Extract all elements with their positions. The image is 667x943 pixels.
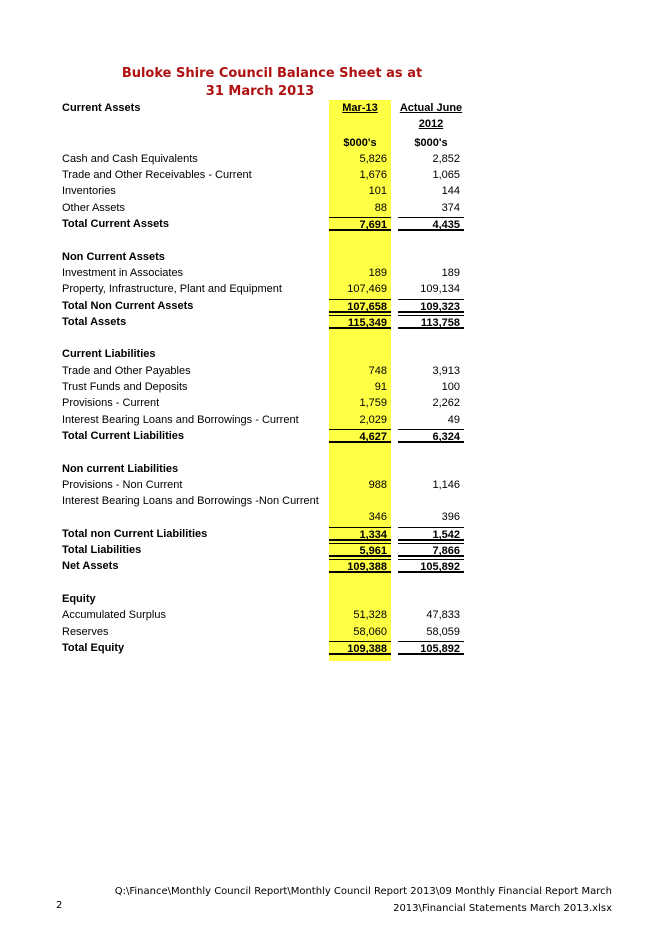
unit-col1: $000's — [343, 136, 377, 149]
file-path-line-2: 2013\Financial Statements March 2013.xlsx — [393, 903, 612, 914]
value-mar-13: 115,349 — [329, 315, 391, 329]
file-path-footer — [52, 883, 612, 917]
value-june-2012: 374 — [441, 201, 460, 214]
units-row — [62, 135, 472, 151]
column-header-actual-june: Actual June — [399, 102, 463, 114]
column-header-year: 2012 — [418, 118, 444, 131]
table-row — [62, 428, 472, 444]
table-row — [62, 249, 472, 265]
row-label: Trade and Other Payables — [62, 364, 191, 377]
value-mar-13: 5,961 — [329, 543, 391, 557]
row-label: Equity — [62, 592, 96, 605]
row-label: Cash and Cash Equivalents — [62, 152, 198, 165]
table-row — [62, 314, 472, 330]
value-june-2012: 2,852 — [432, 152, 460, 165]
row-label: Total non Current Liabilities — [62, 527, 208, 540]
table-row — [62, 281, 472, 297]
value-june-2012: 100 — [441, 381, 460, 394]
row-label: Non current Liabilities — [62, 462, 179, 475]
header-row-2 — [62, 116, 472, 132]
table-row — [62, 526, 472, 542]
row-label: Accumulated Surplus — [62, 609, 166, 622]
page-number: 2 — [56, 900, 63, 911]
value-mar-13: 5,826 — [359, 152, 387, 165]
table-row — [62, 558, 472, 574]
value-mar-13: 51,328 — [353, 609, 387, 622]
value-june-2012: 1,146 — [432, 478, 460, 491]
balance-sheet-table — [62, 100, 472, 656]
value-mar-13: 109,388 — [329, 641, 391, 655]
row-label: Other Assets — [62, 201, 125, 214]
row-label: Total Assets — [62, 315, 127, 328]
row-label: Investment in Associates — [62, 266, 184, 279]
value-mar-13: 58,060 — [353, 625, 387, 638]
value-june-2012: 396 — [441, 511, 460, 524]
value-june-2012: 1,065 — [432, 169, 460, 182]
table-row — [62, 395, 472, 411]
value-june-2012: 4,435 — [398, 217, 464, 231]
title-line-1: Buloke Shire Council Balance Sheet as at — [121, 66, 423, 81]
table-row — [62, 200, 472, 216]
value-mar-13: 107,469 — [347, 283, 387, 296]
table-row — [62, 477, 472, 493]
table-row — [62, 591, 472, 607]
value-mar-13: 109,388 — [329, 559, 391, 573]
value-mar-13: 189 — [368, 266, 387, 279]
value-june-2012: 113,758 — [398, 315, 464, 329]
table-row — [62, 346, 472, 362]
row-label: Provisions - Current — [62, 397, 160, 410]
row-label: Interest Bearing Loans and Borrowings - Current — [62, 413, 299, 426]
spacer-row — [62, 330, 472, 346]
table-row — [62, 151, 472, 167]
value-mar-13: 101 — [368, 185, 387, 198]
table-body — [62, 151, 472, 656]
value-mar-13: 107,658 — [329, 299, 391, 313]
row-label: Total Equity — [62, 641, 125, 654]
value-june-2012: 58,059 — [426, 625, 460, 638]
row-label: Inventories — [62, 185, 116, 198]
value-june-2012: 7,866 — [398, 543, 464, 557]
section-heading-current-assets: Current Assets — [62, 102, 141, 114]
value-june-2012: 105,892 — [398, 641, 464, 655]
table-row — [62, 363, 472, 379]
spacer-row — [62, 575, 472, 591]
table-row — [62, 607, 472, 623]
row-label: Total Non Current Assets — [62, 299, 194, 312]
value-june-2012: 47,833 — [426, 609, 460, 622]
value-mar-13: 988 — [368, 478, 387, 491]
value-mar-13: 4,627 — [329, 429, 391, 443]
value-mar-13: 748 — [368, 364, 387, 377]
table-row — [62, 542, 472, 558]
value-mar-13: 1,334 — [329, 527, 391, 541]
value-june-2012: 49 — [447, 413, 460, 426]
value-june-2012: 109,323 — [398, 299, 464, 313]
table-row — [62, 379, 472, 395]
value-mar-13: 1,759 — [359, 397, 387, 410]
table-row — [62, 624, 472, 640]
value-mar-13: 346 — [368, 511, 387, 524]
row-label: Non Current Assets — [62, 250, 165, 263]
row-label: Current Liabilities — [62, 348, 156, 361]
row-label: Total Current Liabilities — [62, 429, 185, 442]
value-june-2012: 109,134 — [420, 283, 460, 296]
value-mar-13: 1,676 — [359, 169, 387, 182]
table-row — [62, 298, 472, 314]
table-row — [62, 493, 472, 509]
column-header-mar-13: Mar-13 — [342, 102, 378, 114]
value-june-2012: 6,324 — [398, 429, 464, 443]
value-june-2012: 3,913 — [432, 364, 460, 377]
table-row — [62, 412, 472, 428]
row-label: Total Current Assets — [62, 218, 169, 231]
table-row — [62, 640, 472, 656]
header-row — [62, 100, 472, 116]
row-label: Provisions - Non Current — [62, 478, 183, 491]
unit-col2: $000's — [414, 136, 448, 149]
value-june-2012: 2,262 — [432, 397, 460, 410]
row-label: Property, Infrastructure, Plant and Equipment — [62, 283, 282, 296]
row-label: Total Liabilities — [62, 544, 142, 557]
value-june-2012: 144 — [441, 185, 460, 198]
table-row — [62, 509, 472, 525]
table-row — [62, 461, 472, 477]
table-row — [62, 167, 472, 183]
table-row — [62, 183, 472, 199]
title-line-2: 31 March 2013 — [205, 84, 315, 99]
value-june-2012: 189 — [441, 266, 460, 279]
value-june-2012: 105,892 — [398, 559, 464, 573]
table-row — [62, 265, 472, 281]
value-mar-13: 7,691 — [329, 217, 391, 231]
row-label: Trust Funds and Deposits — [62, 381, 188, 394]
value-june-2012: 1,542 — [398, 527, 464, 541]
value-mar-13: 88 — [374, 201, 387, 214]
value-mar-13: 91 — [374, 381, 387, 394]
table-row — [62, 216, 472, 232]
value-mar-13: 2,029 — [359, 413, 387, 426]
row-label: Net Assets — [62, 560, 119, 573]
row-label: Trade and Other Receivables - Current — [62, 169, 252, 182]
spacer-row — [62, 232, 472, 248]
row-label: Reserves — [62, 625, 109, 638]
spacer-row — [62, 444, 472, 460]
file-path-line-1: Q:\Finance\Monthly Council Report\Monthly Council Report 2013\09 Monthly Financial Report March — [114, 886, 612, 897]
row-label: Interest Bearing Loans and Borrowings -Non Current — [62, 495, 319, 508]
